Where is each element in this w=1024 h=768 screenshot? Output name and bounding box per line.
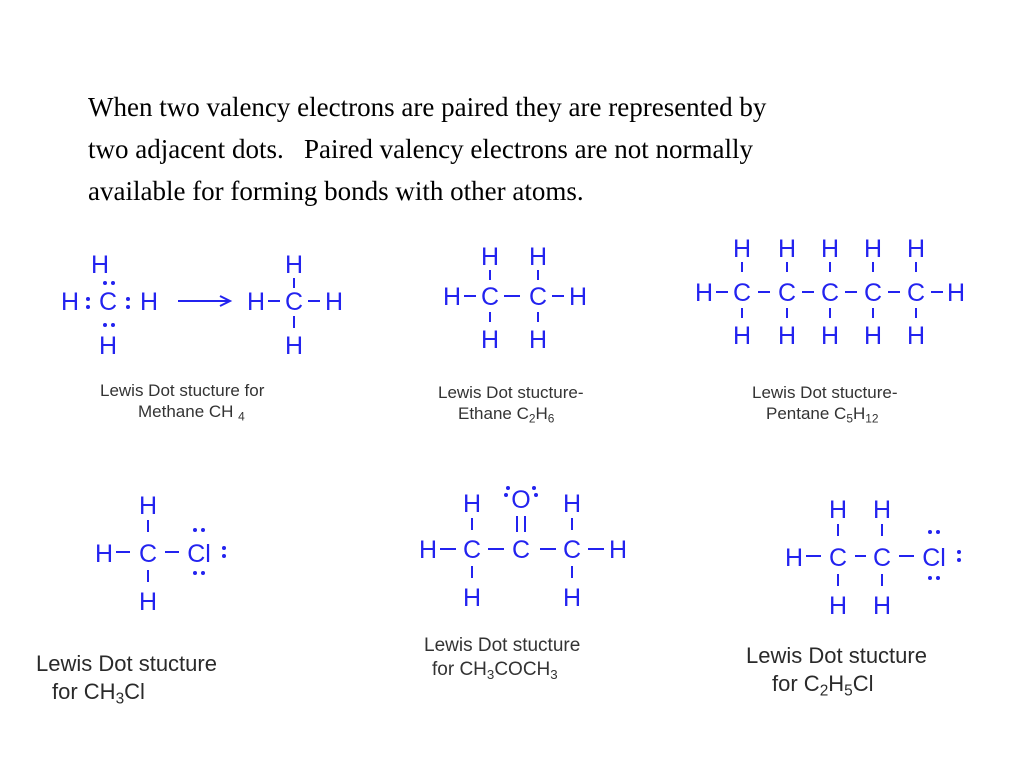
lone-pair-dot xyxy=(928,530,932,534)
caption-line: Lewis Dot stucture xyxy=(746,643,927,668)
atom-h: H xyxy=(863,322,883,350)
methane-caption xyxy=(100,380,264,425)
pentane-structure xyxy=(690,232,980,352)
lone-pair-dot xyxy=(103,323,107,327)
caption-formula: Methane CH $_4$ xyxy=(138,402,245,424)
atom-h: H xyxy=(246,288,266,316)
acetone-structure xyxy=(410,478,650,628)
caption-line: Lewis Dot stucture- xyxy=(752,383,898,402)
lone-pair-dot xyxy=(957,550,961,554)
atom-h: H xyxy=(60,288,80,316)
caption-formula: for $CH_3Cl$ xyxy=(52,678,145,708)
caption-formula: for $CH_3COCH_3$ xyxy=(432,658,558,682)
caption-line: Lewis Dot stucture for xyxy=(100,381,265,400)
atom-c: C xyxy=(284,288,304,316)
atom-h: H xyxy=(946,279,966,307)
atom-h: H xyxy=(138,588,158,616)
atom-h: H xyxy=(94,540,114,568)
lone-pair-dot xyxy=(201,571,205,575)
atom-cl: Cl xyxy=(187,540,211,568)
atom-c: C xyxy=(777,279,797,307)
atom-cl: Cl xyxy=(922,544,946,572)
ethane-structure xyxy=(430,240,610,360)
atom-h: H xyxy=(562,490,582,518)
atom-h: H xyxy=(820,235,840,263)
atom-h: H xyxy=(777,322,797,350)
caption-line: Lewis Dot stucture xyxy=(36,651,217,676)
lone-pair-dot xyxy=(86,305,90,309)
lone-pair-dot xyxy=(504,493,508,497)
lone-pair-dot xyxy=(103,281,107,285)
atom-h: H xyxy=(442,283,462,311)
lone-pair-dot xyxy=(86,297,90,301)
atom-h: H xyxy=(820,322,840,350)
atom-h: H xyxy=(462,584,482,612)
atom-h: H xyxy=(906,235,926,263)
atom-h: H xyxy=(418,536,438,564)
atom-h: H xyxy=(872,592,892,620)
lone-pair-dot xyxy=(936,576,940,580)
intro-line-2: two adjacent dots. Paired valency electrons are not normally xyxy=(88,134,754,164)
caption-line: Lewis Dot stucture xyxy=(424,635,581,656)
atom-h: H xyxy=(98,332,118,360)
atom-c: C xyxy=(820,279,840,307)
atom-h: H xyxy=(90,251,110,279)
atom-c: C xyxy=(480,283,500,311)
atom-h: H xyxy=(863,235,883,263)
lone-pair-dot xyxy=(126,297,130,301)
atom-h: H xyxy=(138,492,158,520)
atom-c: C xyxy=(98,288,118,316)
caption-line: Lewis Dot stucture- xyxy=(438,383,584,402)
atom-h: H xyxy=(562,584,582,612)
lone-pair-dot xyxy=(928,576,932,580)
lone-pair-dot xyxy=(532,486,536,490)
lone-pair-dot xyxy=(222,546,226,550)
atom-c: C xyxy=(732,279,752,307)
pentane-caption xyxy=(752,382,898,427)
atom-c: C xyxy=(828,544,848,572)
chloromethane-structure xyxy=(80,486,250,626)
atom-h: H xyxy=(732,235,752,263)
atom-c: C xyxy=(462,536,482,564)
lone-pair-dot xyxy=(126,305,130,309)
atom-h: H xyxy=(906,322,926,350)
lone-pair-dot xyxy=(201,528,205,532)
atom-c: C xyxy=(511,536,531,564)
methane-structure xyxy=(50,240,370,370)
caption-formula: Pentane $C_5H_{12}$ xyxy=(766,404,879,426)
lone-pair-dot xyxy=(534,493,538,497)
chloromethane-caption xyxy=(36,650,217,708)
caption-formula: Ethane $C_2H_6$ xyxy=(458,404,555,426)
atom-h: H xyxy=(480,243,500,271)
chloroethane-caption xyxy=(746,642,927,700)
atom-h: H xyxy=(528,326,548,354)
atom-c: C xyxy=(906,279,926,307)
lone-pair-dot xyxy=(193,571,197,575)
atom-h: H xyxy=(784,544,804,572)
atom-c: C xyxy=(872,544,892,572)
atom-h: H xyxy=(284,332,304,360)
caption-formula: for $C_2H_5Cl$ xyxy=(772,670,874,700)
atom-h: H xyxy=(872,496,892,524)
lone-pair-dot xyxy=(193,528,197,532)
lone-pair-dot xyxy=(936,530,940,534)
atom-h: H xyxy=(828,496,848,524)
atom-h: H xyxy=(324,288,344,316)
atom-h: H xyxy=(777,235,797,263)
atom-h: H xyxy=(568,283,588,311)
atom-h: H xyxy=(528,243,548,271)
lone-pair-dot xyxy=(222,554,226,558)
intro-paragraph xyxy=(88,86,968,212)
atom-h: H xyxy=(828,592,848,620)
intro-line-1: When two valency electrons are paired they are represented by xyxy=(88,92,767,122)
lone-pair-dot xyxy=(111,323,115,327)
atom-h: H xyxy=(694,279,714,307)
lone-pair-dot xyxy=(506,486,510,490)
atom-h: H xyxy=(480,326,500,354)
atom-h: H xyxy=(284,251,304,279)
atom-h: H xyxy=(139,288,159,316)
acetone-caption xyxy=(424,634,580,683)
lone-pair-dot xyxy=(111,281,115,285)
atom-h: H xyxy=(462,490,482,518)
atom-h: H xyxy=(608,536,628,564)
atom-c: C xyxy=(138,540,158,568)
atom-c: C xyxy=(562,536,582,564)
intro-line-3: available for forming bonds with other atoms. xyxy=(88,176,584,206)
atom-h: H xyxy=(732,322,752,350)
atom-o: O xyxy=(511,486,531,514)
atom-c: C xyxy=(863,279,883,307)
ethane-caption xyxy=(438,382,584,427)
chloroethane-structure xyxy=(776,490,986,630)
lone-pair-dot xyxy=(957,558,961,562)
atom-c: C xyxy=(528,283,548,311)
